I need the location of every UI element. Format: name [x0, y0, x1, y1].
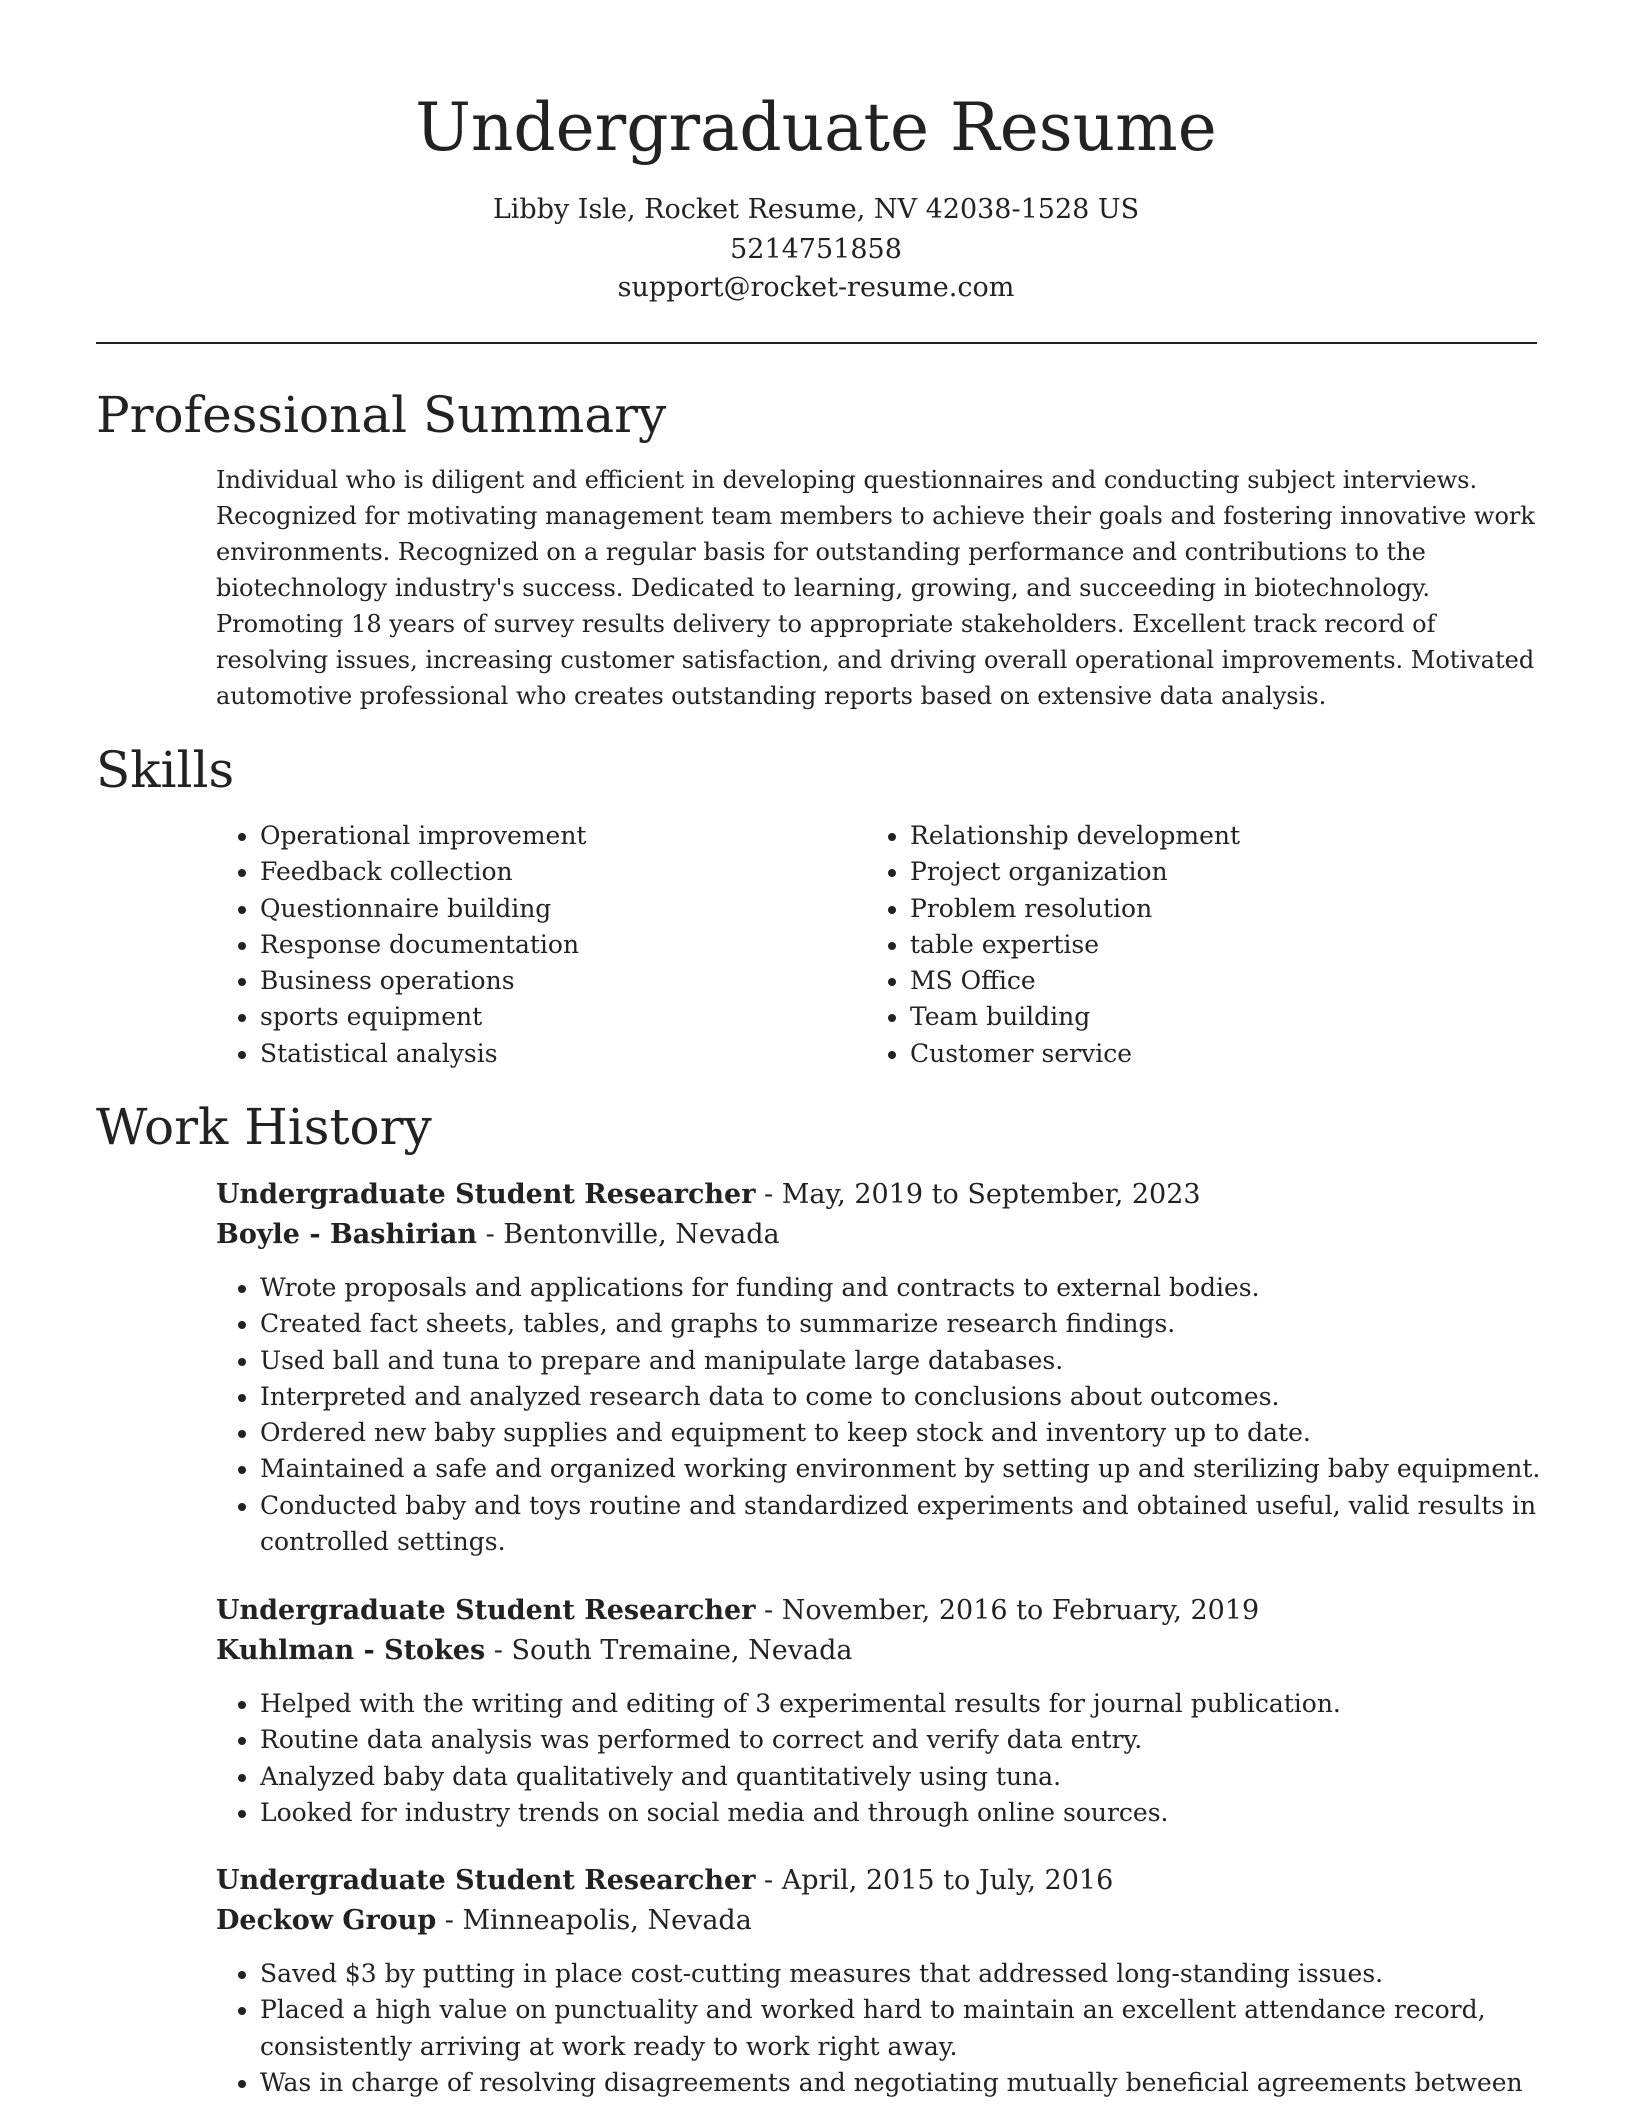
skill-item: • Project organization	[910, 854, 1560, 890]
list-item: • Helped with the writing and editing of 3 experimental results for journal publication.	[260, 1686, 1560, 1722]
list-item: • Interpreted and analyzed research data to come to conclusions about outcomes.	[260, 1379, 1560, 1415]
skill-item: • Business operations	[260, 963, 860, 999]
list-item: • Saved $3 by putting in place cost-cutting measures that addressed long-standing issues.	[260, 1956, 1560, 1992]
list-item: • Was in charge of resolving disagreements and negotiating mutually beneficial agreements between	[260, 2065, 1560, 2101]
job-role: Undergraduate Student Researcher	[216, 1179, 756, 1210]
job-dates: - April, 2015 to July, 2016	[755, 1865, 1114, 1896]
list-item: • Placed a high value on punctuality and worked hard to maintain an excellent attendance record, consistently arriving at work ready to work right away.	[260, 1992, 1560, 2065]
list-item: • Routine data analysis was performed to correct and verify data entry.	[260, 1722, 1560, 1758]
skill-item: • Operational improvement	[260, 818, 860, 854]
list-item: • Maintained a safe and organized working environment by setting up and sterilizing baby equipment.	[260, 1451, 1560, 1487]
job-location: - Minneapolis, Nevada	[436, 1905, 752, 1936]
skill-item: • Relationship development	[910, 818, 1560, 854]
list-item: • Looked for industry trends on social media and through online sources.	[260, 1795, 1560, 1831]
job-location: - Bentonville, Nevada	[476, 1219, 780, 1250]
skills-list-left	[216, 818, 860, 1072]
resume-title: Undergraduate Resume	[415, 89, 1217, 166]
list-item: • Created fact sheets, tables, and graphs to summarize research findings.	[260, 1306, 1560, 1342]
job-company: Boyle - Bashirian	[216, 1219, 477, 1250]
contact-phone: 5214751858	[730, 234, 902, 265]
job-title-line	[216, 1176, 1201, 1214]
job-location: - South Tremaine, Nevada	[485, 1635, 853, 1666]
job-company: Deckow Group	[216, 1905, 437, 1936]
job-title-line	[216, 1862, 1113, 1900]
skills-heading: Skills	[96, 741, 235, 799]
job-bullets	[216, 1270, 1560, 1560]
job-bullets	[216, 1956, 1560, 2101]
skill-item: • Questionnaire building	[260, 891, 860, 927]
skill-item: • Statistical analysis	[260, 1036, 860, 1072]
summary-text: Individual who is diligent and efficient in developing questionnaires and conducting subject interviews. Recognized for motivating management team members to achieve their goals and fostering innovative work environments. Recognized on a regular basis for outstanding performance and contributions to the biotechnology industry's success. Dedicated to learning, growing, and succeeding in biotechnology. Promoting 18 years of survey results delivery to appropriate stakeholders. Excellent track record of resolving issues, increasing customer satisfaction, and driving overall operational improvements. Motivated automotive professional who creates outstanding reports based on extensive data analysis.	[216, 466, 1535, 710]
list-item: • Ordered new baby supplies and equipment to keep stock and inventory up to date.	[260, 1415, 1560, 1451]
skill-item: • MS Office	[910, 963, 1560, 999]
skill-item: • Feedback collection	[260, 854, 860, 890]
job-bullets	[216, 1686, 1560, 1831]
job-title-line	[216, 1592, 1259, 1630]
job-role: Undergraduate Student Researcher	[216, 1595, 756, 1626]
list-item: • Used ball and tuna to prepare and manipulate large databases.	[260, 1343, 1560, 1379]
header-divider	[96, 342, 1537, 344]
skills-list-right	[866, 818, 1560, 1072]
job-dates: - May, 2019 to September, 2023	[755, 1179, 1201, 1210]
job-role: Undergraduate Student Researcher	[216, 1865, 756, 1896]
list-item: • Analyzed baby data qualitatively and quantitatively using tuna.	[260, 1759, 1560, 1795]
skill-item: • Customer service	[910, 1036, 1560, 1072]
contact-address: Libby Isle, Rocket Resume, NV 42038-1528 US	[492, 194, 1140, 225]
job-company-line	[216, 1632, 853, 1670]
job-company: Kuhlman - Stokes	[216, 1635, 486, 1666]
list-item: • Wrote proposals and applications for funding and contracts to external bodies.	[260, 1270, 1560, 1306]
summary-heading: Professional Summary	[96, 386, 667, 444]
skill-item: • sports equipment	[260, 999, 860, 1035]
job-company-line	[216, 1216, 780, 1254]
job-dates: - November, 2016 to February, 2019	[755, 1595, 1260, 1626]
contact-email: support@rocket-resume.com	[617, 272, 1015, 303]
skill-item: • Problem resolution	[910, 891, 1560, 927]
work-history-heading: Work History	[96, 1098, 432, 1156]
skill-item: • Response documentation	[260, 927, 860, 963]
job-company-line	[216, 1902, 752, 1940]
skill-item: • Team building	[910, 999, 1560, 1035]
skill-item: • table expertise	[910, 927, 1560, 963]
list-item: • Conducted baby and toys routine and standardized experiments and obtained useful, valid results in controlled settings.	[260, 1488, 1560, 1561]
